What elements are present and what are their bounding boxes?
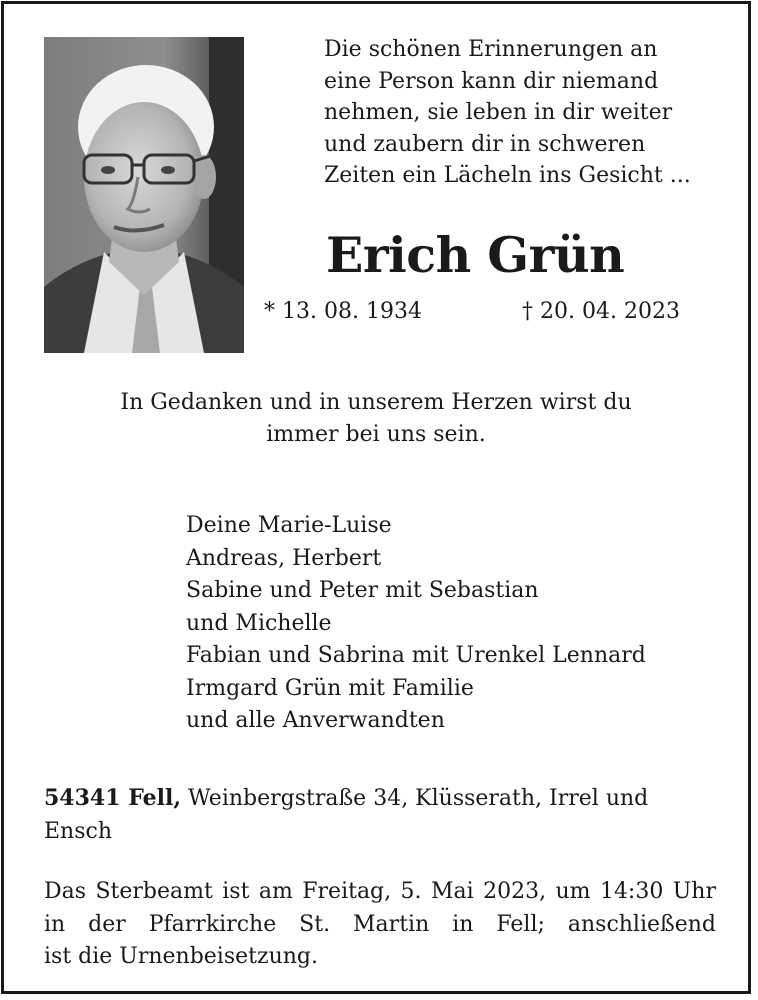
mourner-line: Andreas, Herbert <box>186 545 382 571</box>
remembrance-text: In Gedanken und in unserem Herzen wirst du immer bei uns sein. <box>120 390 632 447</box>
death-date: † 20. 04. 2023 <box>522 299 680 324</box>
mourners-list <box>186 510 646 738</box>
mourner-line: Fabian und Sabrina mit Urenkel Lennard <box>186 643 646 668</box>
service-line: Das Sterbeamt ist am Freitag, 5. Mai 2023, um 14:30 Uhr <box>44 879 716 904</box>
obituary-notice <box>1 1 751 994</box>
birth-date: * 13. 08. 1934 <box>264 299 422 324</box>
memorial-quote: Die schönen Erinnerungen an eine Person kann dir niemand nehmen, sie leben in dir weiter und zaubern dir in schweren Zeiten ein Lächeln ins Gesicht ... <box>324 37 691 188</box>
portrait-photo <box>44 37 244 353</box>
service-line: ist die Urnenbeisetzung. <box>44 944 319 969</box>
mourner-line: Deine Marie-Luise <box>186 513 392 538</box>
mourner-line: Irmgard Grün mit Familie <box>186 675 474 701</box>
mourner-line: Sabine und Peter mit Sebastian <box>186 578 539 603</box>
portrait-image <box>44 37 244 353</box>
address-block <box>44 782 704 848</box>
mourner-line: und Michelle <box>186 610 332 636</box>
funeral-service-info <box>44 876 716 974</box>
mourner-line: und alle Anverwandten <box>186 708 445 733</box>
deceased-name: Erich Grün <box>326 226 625 284</box>
service-line: in der Pfarrkirche St. Martin in Fell; anschließend <box>44 911 716 937</box>
address-city: 54341 Fell, <box>44 785 181 811</box>
address-details: Weinbergstraße 34, Klüsserath, Irrel und Ensch <box>44 786 649 844</box>
